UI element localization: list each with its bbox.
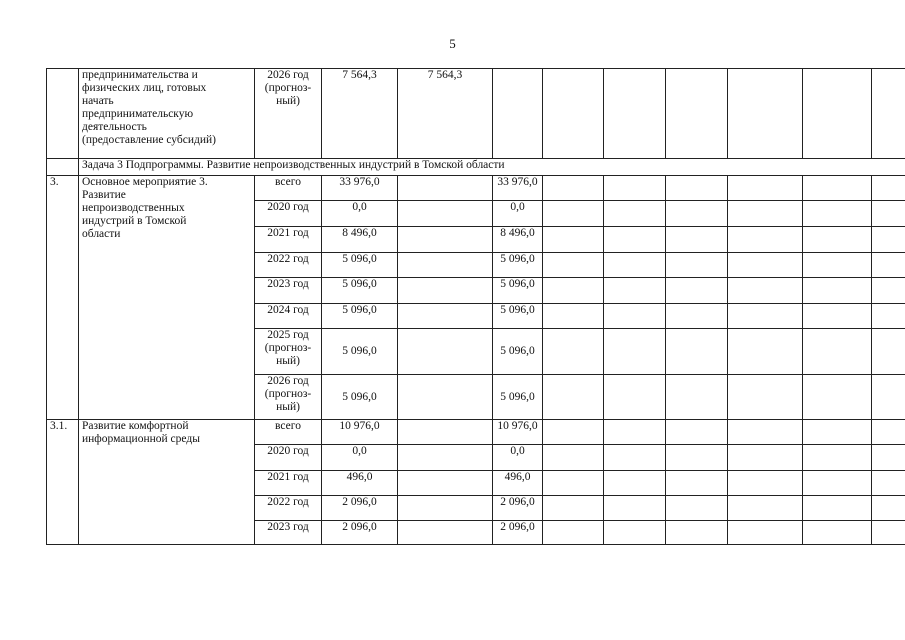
total-cell: 7 564,3 (322, 69, 398, 159)
activity-name-line: непроизводственных (82, 202, 185, 214)
empty-cell (872, 304, 905, 329)
year-cell (255, 375, 322, 420)
activity-name-line: информационной среды (82, 433, 200, 445)
empty-cell (666, 227, 728, 253)
empty-cell (803, 227, 872, 253)
year-label: ный) (276, 401, 300, 413)
empty-cell (803, 176, 872, 201)
empty-cell (803, 445, 872, 471)
federal-cell (398, 227, 493, 253)
year-label: 2023 год (267, 278, 309, 290)
total-cell: 5 096,0 (322, 375, 398, 420)
empty-cell (604, 329, 666, 375)
empty-cell (543, 420, 604, 445)
total-cell: 10 976,0 (322, 420, 398, 445)
year-label: всего (275, 420, 301, 432)
empty-cell (803, 278, 872, 304)
year-cell (255, 445, 322, 471)
regional-cell (493, 69, 543, 159)
regional-cell: 5 096,0 (493, 278, 543, 304)
empty-cell (728, 329, 803, 375)
empty-cell (604, 253, 666, 278)
empty-cell (543, 253, 604, 278)
year-label: 2022 год (267, 253, 309, 265)
regional-cell: 5 096,0 (493, 329, 543, 375)
total-cell: 2 096,0 (322, 521, 398, 545)
empty-cell (543, 304, 604, 329)
federal-cell (398, 375, 493, 420)
year-label: всего (275, 176, 301, 188)
total-cell: 5 096,0 (322, 278, 398, 304)
year-cell (255, 227, 322, 253)
year-label: ный) (276, 355, 300, 367)
empty-cell (872, 278, 905, 304)
empty-cell (728, 176, 803, 201)
empty-cell (728, 445, 803, 471)
empty-cell (728, 471, 803, 496)
total-cell: 33 976,0 (322, 176, 398, 201)
empty-cell (728, 375, 803, 420)
empty-cell (604, 521, 666, 545)
regional-cell: 496,0 (493, 471, 543, 496)
empty-cell (803, 253, 872, 278)
page-number: 5 (449, 36, 456, 51)
year-label: 2024 год (267, 304, 309, 316)
table-row (47, 420, 905, 445)
regional-cell: 5 096,0 (493, 304, 543, 329)
empty-cell (728, 69, 803, 159)
empty-cell (604, 304, 666, 329)
empty-cell (728, 253, 803, 278)
table-row (47, 69, 905, 159)
regional-cell: 0,0 (493, 201, 543, 227)
empty-cell (666, 521, 728, 545)
total-cell: 2 096,0 (322, 496, 398, 521)
empty-cell (543, 496, 604, 521)
year-cell (255, 253, 322, 278)
empty-cell (666, 69, 728, 159)
empty-cell (872, 329, 905, 375)
year-cell (255, 304, 322, 329)
empty-cell (543, 445, 604, 471)
empty-cell (728, 201, 803, 227)
year-label: 2023 год (267, 521, 309, 533)
empty-cell (666, 496, 728, 521)
empty-cell (803, 201, 872, 227)
task-title: Задача 3 Подпрограммы. Развитие непроизводственных индустрий в Томской области (79, 159, 905, 176)
activity-name-cell (79, 176, 255, 420)
federal-cell (398, 201, 493, 227)
activity-name-line: индустрий в Томской (82, 215, 187, 227)
row-number-cell: 3. (47, 176, 79, 420)
empty-cell (872, 496, 905, 521)
year-cell (255, 329, 322, 375)
year-cell (255, 496, 322, 521)
empty-cell (872, 471, 905, 496)
row-number-cell (47, 159, 79, 176)
total-cell: 496,0 (322, 471, 398, 496)
empty-cell (543, 69, 604, 159)
activity-name-line: Основное мероприятие 3. (82, 176, 208, 188)
empty-cell (666, 375, 728, 420)
year-label: (прогноз- (264, 342, 312, 354)
year-label: 2021 год (267, 471, 309, 483)
year-label: 2026 год (267, 375, 309, 387)
empty-cell (604, 278, 666, 304)
empty-cell (604, 496, 666, 521)
empty-cell (803, 420, 872, 445)
year-label: 2025 год (267, 329, 309, 341)
year-cell (255, 420, 322, 445)
table-row (47, 176, 905, 201)
federal-cell (398, 521, 493, 545)
year-label: 2021 год (267, 227, 309, 239)
empty-cell (666, 471, 728, 496)
empty-cell (604, 201, 666, 227)
year-cell (255, 201, 322, 227)
activity-name-line: деятельность (82, 121, 147, 133)
regional-cell: 5 096,0 (493, 253, 543, 278)
empty-cell (803, 521, 872, 545)
year-label: 2020 год (267, 201, 309, 213)
year-label: ный) (276, 95, 300, 107)
federal-cell: 7 564,3 (398, 69, 493, 159)
regional-cell: 5 096,0 (493, 375, 543, 420)
empty-cell (872, 375, 905, 420)
empty-cell (803, 329, 872, 375)
empty-cell (543, 201, 604, 227)
empty-cell (543, 471, 604, 496)
empty-cell (666, 445, 728, 471)
year-label: 2022 год (267, 496, 309, 508)
empty-cell (872, 227, 905, 253)
regional-cell: 8 496,0 (493, 227, 543, 253)
budget-table (46, 68, 905, 545)
year-cell (255, 176, 322, 201)
empty-cell (666, 278, 728, 304)
year-label: (прогноз- (264, 82, 312, 94)
federal-cell (398, 278, 493, 304)
empty-cell (872, 253, 905, 278)
empty-cell (872, 521, 905, 545)
empty-cell (728, 420, 803, 445)
activity-name-line: предпринимательскую (82, 108, 194, 120)
regional-cell: 0,0 (493, 445, 543, 471)
federal-cell (398, 420, 493, 445)
empty-cell (604, 227, 666, 253)
activity-name-line: (предоставление субсидий) (82, 134, 217, 146)
empty-cell (543, 329, 604, 375)
year-cell (255, 278, 322, 304)
empty-cell (803, 304, 872, 329)
total-cell: 0,0 (322, 445, 398, 471)
federal-cell (398, 304, 493, 329)
empty-cell (728, 278, 803, 304)
empty-cell (872, 176, 905, 201)
activity-name-line: Развитие комфортной (82, 420, 189, 432)
federal-cell (398, 176, 493, 201)
empty-cell (728, 496, 803, 521)
regional-cell: 33 976,0 (493, 176, 543, 201)
federal-cell (398, 445, 493, 471)
total-cell: 8 496,0 (322, 227, 398, 253)
regional-cell: 2 096,0 (493, 496, 543, 521)
empty-cell (543, 176, 604, 201)
activity-name-cell (79, 69, 255, 159)
empty-cell (872, 420, 905, 445)
year-label: 2026 год (267, 69, 309, 81)
empty-cell (803, 69, 872, 159)
empty-cell (872, 201, 905, 227)
empty-cell (666, 176, 728, 201)
empty-cell (604, 375, 666, 420)
empty-cell (543, 521, 604, 545)
empty-cell (666, 329, 728, 375)
row-number-cell (47, 69, 79, 159)
federal-cell (398, 496, 493, 521)
empty-cell (543, 375, 604, 420)
activity-name-line: физических лиц, готовых (82, 82, 207, 94)
total-cell: 5 096,0 (322, 304, 398, 329)
federal-cell (398, 329, 493, 375)
empty-cell (666, 304, 728, 329)
federal-cell (398, 253, 493, 278)
empty-cell (872, 69, 905, 159)
empty-cell (666, 201, 728, 227)
empty-cell (803, 471, 872, 496)
year-cell (255, 521, 322, 545)
activity-name-line: предпринимательства и (82, 69, 198, 81)
activity-name-cell (79, 420, 255, 545)
year-cell (255, 69, 322, 159)
activity-name-line: начать (82, 95, 114, 107)
empty-cell (872, 445, 905, 471)
empty-cell (728, 227, 803, 253)
empty-cell (728, 521, 803, 545)
regional-cell: 2 096,0 (493, 521, 543, 545)
activity-name-line: Развитие (82, 189, 126, 201)
empty-cell (604, 471, 666, 496)
regional-cell: 10 976,0 (493, 420, 543, 445)
empty-cell (803, 375, 872, 420)
row-number-cell: 3.1. (47, 420, 79, 545)
federal-cell (398, 471, 493, 496)
empty-cell (604, 69, 666, 159)
empty-cell (543, 227, 604, 253)
empty-cell (604, 176, 666, 201)
year-cell (255, 471, 322, 496)
empty-cell (666, 253, 728, 278)
empty-cell (728, 304, 803, 329)
total-cell: 5 096,0 (322, 253, 398, 278)
empty-cell (604, 445, 666, 471)
total-cell: 5 096,0 (322, 329, 398, 375)
empty-cell (604, 420, 666, 445)
task-row (47, 159, 905, 176)
total-cell: 0,0 (322, 201, 398, 227)
year-label: 2020 год (267, 445, 309, 457)
empty-cell (803, 496, 872, 521)
empty-cell (543, 278, 604, 304)
activity-name-line: области (82, 228, 121, 240)
year-label: (прогноз- (264, 388, 312, 400)
empty-cell (666, 420, 728, 445)
